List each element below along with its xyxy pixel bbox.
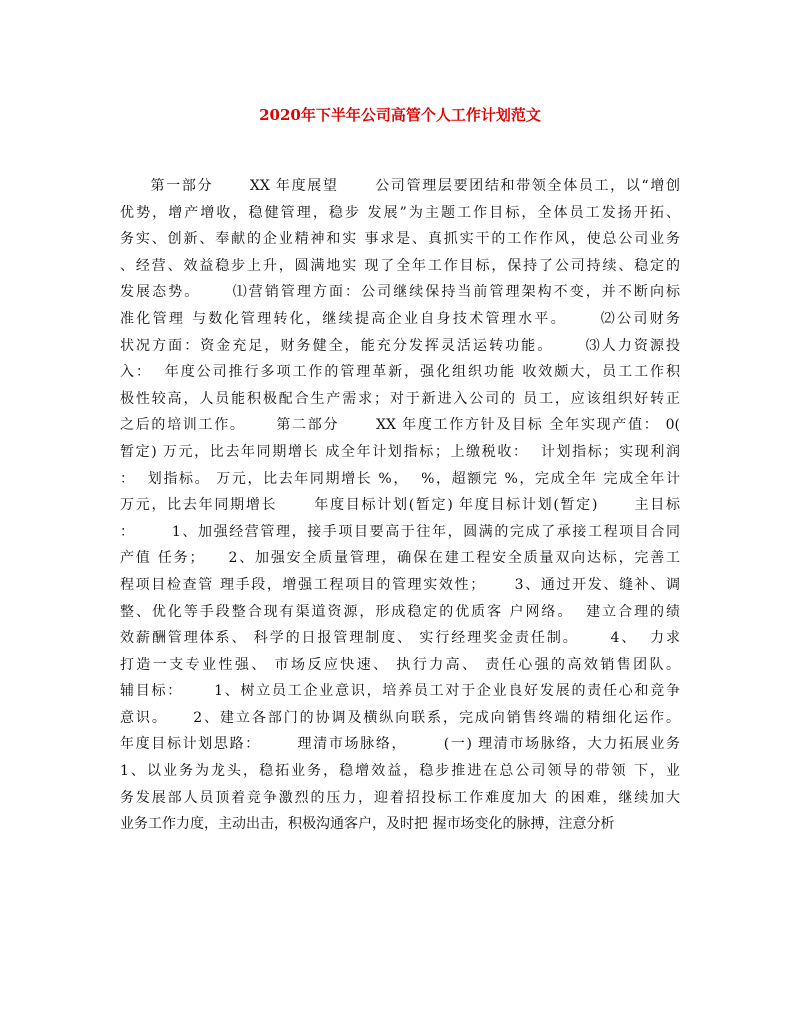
body-line: 发展态势。 ⑴营销管理方面：公司继续保持当前管理架构不变，并不断向标	[120, 284, 680, 301]
body-line: 程项目检查管 理手段，增强工程项目的管理实效性； 3、通过开发、缝补、调	[120, 576, 680, 593]
body-line: 之后的培训工作。 第二部分 XX 年度工作方针及目标 全年实现产值： 0(	[120, 417, 680, 434]
body-line: 优势，增产增收，稳健管理，稳步 发展”为主题工作目标，全体员工发扬开拓、	[120, 204, 680, 221]
body-line: 打造一支专业性强、 市场反应快速、 执行力高、 责任心强的高效销售团队。	[120, 656, 680, 673]
body-line: 、经营、效益稳步上升，圆满地实 现了全年工作目标，保持了公司持续、稳定的	[120, 257, 680, 274]
body-line: ： 1、加强经营管理，接手项目要高于往年，圆满的完成了承接工程项目合同	[120, 523, 680, 540]
body-line: 产值 任务； 2、加强安全质量管理，确保在建工程安全质量双向达标，完善工	[120, 550, 680, 567]
body-line: 意识。 2、建立各部门的协调及横纵向联系，完成向销售终端的精细化运作。	[120, 709, 680, 726]
body-line: 务实、创新、奉献的企业精神和实 事求是、真抓实干的工作作风，使总公司业务	[120, 231, 680, 248]
body-line: 入： 年度公司推行多项工作的管理革新，强化组织功能 收效颇大，员工工作积	[120, 364, 680, 381]
body-line: 务发展部人员顶着竞争激烈的压力，迎着招投标工作难度加大 的困难，继续加大	[120, 789, 680, 806]
document-body	[120, 173, 680, 838]
body-line: 状况方面：资金充足，财务健全，能充分发挥灵活运转功能。 ⑶人力资源投	[120, 337, 680, 354]
body-line: 准化管理 与数化管理转化，继续提高企业自身技术管理水平。 ⑵公司财务	[120, 310, 680, 327]
body-line: 辅目标： 1、树立员工企业意识，培养员工对于企业良好发展的责任心和竞争	[120, 683, 680, 700]
document-title: 2020年下半年公司高管个人工作计划范文	[259, 106, 541, 124]
body-line: 第一部分 XX 年度展望 公司管理层要团结和带领全体员工，以“增创	[120, 178, 680, 194]
body-line: 暂定) 万元，比去年同期增长 成全年计划指标；上缴税收： 计划指标；实现利润	[120, 443, 680, 460]
body-line: 整、优化等手段整合现有渠道资源，形成稳定的优质客 户网络。 建立合理的绩	[120, 603, 680, 620]
body-line: ： 划指标。 万元，比去年同期增长 %， %，超额完 %，完成全年 完成全年计	[120, 470, 680, 487]
body-line: 极性较高，人员能积极配合生产需求；对于新进入公司的 员工，应该组织好转正	[120, 390, 680, 407]
body-line: 年度目标计划思路： 理清市场脉络， (一) 理清市场脉络，大力拓展业务	[120, 736, 680, 753]
body-line: 业务工作力度，主动出击，积极沟通客户，及时把 握市场变化的脉搏，注意分析	[120, 816, 615, 833]
body-line: 万元，比去年同期增长 年度目标计划(暂定) 年度目标计划(暂定) 主目标	[120, 497, 680, 514]
body-line: 效薪酬管理体系、 科学的日报管理制度、 实行经理奖金责任制。 4、 力求	[120, 630, 680, 647]
body-line: 1、以业务为龙头，稳拓业务，稳增效益，稳步推进在总公司领导的带领 下，业	[120, 763, 680, 780]
